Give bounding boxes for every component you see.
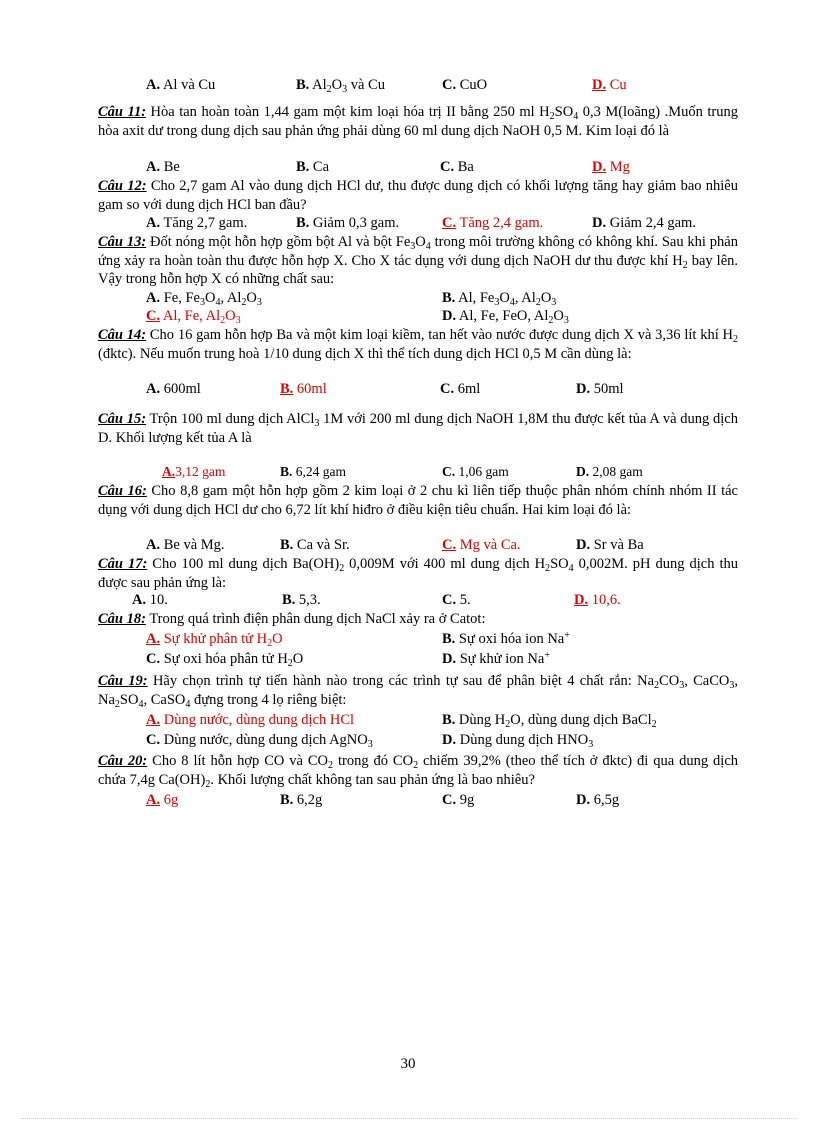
question-19: Câu 19: Hãy chọn trình tự tiến hành nào trong các trình tự sau để phân biệt 4 chất rắn: $Na_2CO_3$, CaCO$_3$, $Na_2SO_4$, CaSO$_4$ đựng trong 4 lọ riêng biệt: <box>98 673 738 710</box>
page-number: 30 <box>400 1056 416 1072</box>
correct-answer: A.3,12 gam <box>162 464 226 479</box>
correct-answer: A. Dùng nước, dùng dung dịch HCl <box>146 712 355 728</box>
question-12: Câu 12: Cho 2,7 gam Al vào dung dịch HCl dư, thu được dung dịch có khối lượng tăng hay giảm bao nhiêu gam so với dung dịch HCl ban đầu? <box>98 178 738 213</box>
correct-answer: C. Al, Fe, $Al_2O_3$ <box>146 308 241 326</box>
options-row-q13b: C. Al, Fe, $Al_2O_3$ D. Al, Fe, FeO, $Al_2O_3$ <box>146 308 569 326</box>
correct-answer: D. Mg <box>592 159 630 175</box>
correct-answer: B. 60ml <box>280 381 327 397</box>
question-15: Câu 15: Trộn 100 ml dung dịch AlCl$_3$ 1M với 200 ml dung dịch NaOH 1,8M thu được kết tủa A và dung dịch D. Khối lượng kết tủa A là <box>98 411 738 446</box>
question-16: Câu 16: Cho 8,8 gam một hỗn hợp gồm 2 kim loại ở 2 chu kì liên tiếp thuộc phân nhóm chính nhóm II tác dụng với dung dịch HCl dư cho 6,72 lít khí hiđro ở điều kiện tiêu chuẩn. Hai kim loại đó là: <box>98 483 738 518</box>
options-row-q14: A. 600ml B. 60ml C. 6ml D. 50ml <box>146 381 624 397</box>
correct-answer: D. Cu <box>592 77 627 93</box>
question-18: Câu 18: Trong quá trình điện phân dung dịch NaCl xảy ra ở Catot: <box>98 611 486 627</box>
options-row-q16: A. Be và Mg. B. Ca và Sr. C. Mg và Ca. D. Sr và Ba <box>146 537 644 553</box>
options-row-q13a: A. Fe, $Fe_3O_4$, $Al_2O_3$ B. Al, $Fe_3O_4$, $Al_2O_3$ <box>146 290 557 308</box>
options-row-q19a: A. Dùng nước, dùng dung dịch HCl B. Dùng $H_2O$, dùng dung dịch BaCl$_2$ <box>146 712 657 730</box>
options-row-q15: A.3,12 gam B. 6,24 gam C. 1,06 gam D. 2,08 gam <box>162 464 643 479</box>
options-row-q19b: C. Dùng nước, dùng dung dịch AgNO$_3$ D. Dùng dung dịch $HNO_3$ <box>146 732 594 750</box>
options-row-q20: A. 6g B. 6,2g C. 9g D. 6,5g <box>146 792 620 808</box>
options-row-q10: A. Al và Cu B. $Al_2O_3$ và Cu C. CuO D. Cu <box>146 77 627 95</box>
question-20: Câu 20: Cho 8 lít hỗn hợp CO và $CO_2$ trong đó $CO_2$ chiếm 39,2% (theo thể tích ở đktc) đi qua dung dịch chứa 7,4g $Ca(OH)_2$. Khối lượng chất không tan sau phản ứng là bao nhiêu? <box>98 753 739 790</box>
correct-answer: A. 6g <box>146 792 179 808</box>
correct-answer: C. Tăng 2,4 gam. <box>442 215 544 231</box>
options-row-q12: A. Tăng 2,7 gam. B. Giảm 0,3 gam. C. Tăng 2,4 gam. D. Giảm 2,4 gam. <box>146 215 696 231</box>
correct-answer: A. Sự khử phân tử $H_2O$ <box>146 631 283 649</box>
options-row-q18b: C. Sự oxi hóa phân tử $H_2O$ D. Sự khử ion Na+ <box>146 650 550 669</box>
question-14: Câu 14: Cho 16 gam hỗn hợp Ba và một kim loại kiềm, tan hết vào nước được dung dịch X và 3,36 lít khí $H_2$ (đktc). Nếu muốn trung hoà 1/10 dung dịch X thì thể tích dung dịch HCl 0,5 M cần dùng là: <box>98 327 738 362</box>
options-row-q11: A. Be B. Ca C. Ba D. Mg <box>146 159 630 175</box>
question-11: Câu 11: Hòa tan hoàn toàn 1,44 gam một kim loại hóa trị II bằng 250 ml $H_2SO_4$ 0,3 M(loãng) .Muốn trung hòa axit dư trong dung dịch sau phản ứng phải dùng 60 ml dung dịch NaOH 0,5 M. Kim loại đó là <box>98 104 738 139</box>
question-17: Câu 17: Cho 100 ml dung dịch $Ba(OH)_2$ 0,009M với 400 ml dung dịch $H_2SO_4$ 0,002M. pH dung dịch thu được sau phản ứng là: <box>98 556 738 591</box>
page-edge-divider <box>20 1118 796 1119</box>
correct-answer: D. 10,6. <box>574 592 621 608</box>
correct-answer: C. Mg và Ca. <box>442 537 521 553</box>
options-row-q18a: A. Sự khử phân tử $H_2O$ B. Sự oxi hóa ion Na+ <box>146 630 570 649</box>
question-13: Câu 13: Đốt nóng một hỗn hợp gồm bột Al và bột $Fe_3O_4$ trong môi trường không có không khí. Sau khi phản ứng xảy ra hoàn toàn thu được hỗn hợp X. Cho X tác dụng với dung dịch NaOH dư thu được khí $H_2$ bay lên. Vậy trong hỗn hợp X có những chất sau: <box>98 234 739 287</box>
options-row-q17: A. 10. B. 5,3. C. 5. D. 10,6. <box>132 592 621 608</box>
